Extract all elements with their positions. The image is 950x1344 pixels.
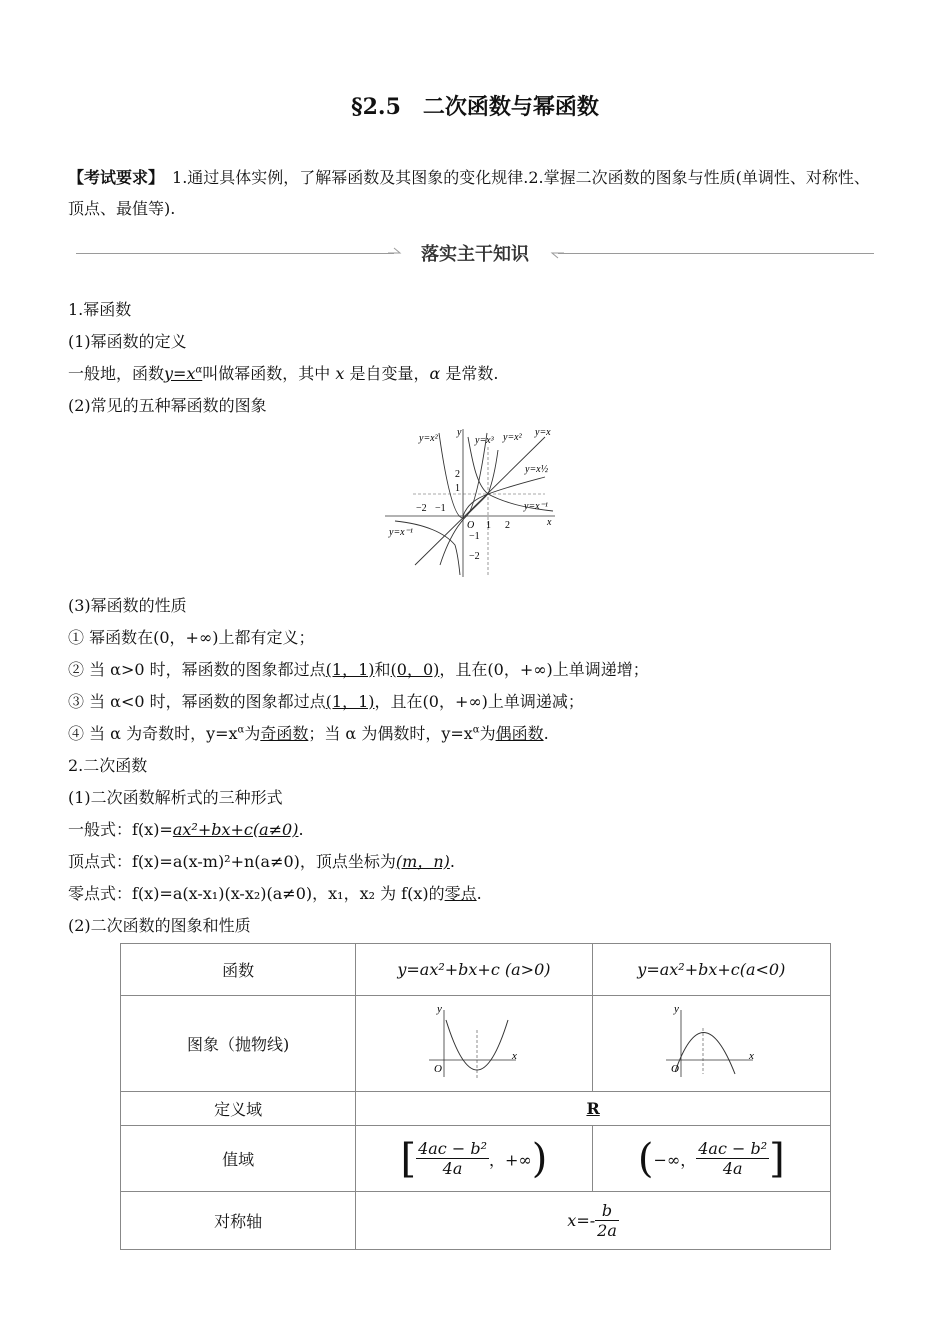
requirements-text: 1.通过具体实例，了解幂函数及其图象的变化规律.2.掌握二次函数的图象与性质(单调性、对称性、顶点、最值等). xyxy=(68,168,870,218)
p3-end: ，且在(0，+∞)上单调递减； xyxy=(374,692,584,711)
section-header xyxy=(76,238,874,270)
p4-end: . xyxy=(543,724,549,743)
parabola-up-graph xyxy=(424,1002,524,1082)
def-end: 是常数. xyxy=(445,364,499,383)
cell-axis-label: 对称轴 xyxy=(121,1192,356,1250)
cell-graph-neg xyxy=(592,996,830,1092)
cell-axis-value xyxy=(356,1192,831,1250)
range-pos-fraction xyxy=(416,1139,489,1178)
s2-form-zero xyxy=(68,881,482,904)
range-pos-den: 4a xyxy=(442,1159,463,1178)
cell-graph-pos xyxy=(356,996,592,1092)
pos-x-label: x xyxy=(511,1049,517,1062)
table-row-range xyxy=(121,1126,831,1192)
exam-requirements xyxy=(68,162,883,224)
def-mid2: 是自变量， xyxy=(349,364,430,383)
range-neg-head: −∞， xyxy=(653,1150,697,1169)
s1-prop-1: ① 幂函数在(0，+∞)上都有定义； xyxy=(68,628,315,647)
quadratic-table xyxy=(120,943,831,1250)
f3-zero: 零点 xyxy=(444,884,477,903)
p2-mid: 和 xyxy=(374,660,391,679)
table-row-graph xyxy=(121,996,831,1092)
def-alpha: α xyxy=(429,364,441,383)
p4-exp: α xyxy=(237,724,245,736)
curve-x-cubed xyxy=(440,450,498,565)
label-y-x3: y=x³ xyxy=(475,435,494,446)
cell-func-label: 函数 xyxy=(121,944,356,996)
s1-def-heading: (1)幂函数的定义 xyxy=(68,332,187,351)
neg-y-label: y xyxy=(674,1002,680,1015)
tick-y-m2: −2 xyxy=(469,551,480,562)
f2-end: . xyxy=(449,852,455,871)
s1-graph-heading: (2)常见的五种幂函数的图象 xyxy=(68,396,267,415)
tick-x-m2: −2 xyxy=(416,503,427,514)
cell-domain-value: R xyxy=(356,1092,831,1126)
p4-exp2: α xyxy=(472,724,480,736)
pos-y-label: y xyxy=(436,1002,442,1015)
s1-heading: 1.幂函数 xyxy=(68,300,132,319)
label-y-inverse-left: y=x⁻¹ xyxy=(389,527,413,538)
s2-heading: 2.二次函数 xyxy=(68,756,148,775)
p4-pre: ④ 当 α 为奇数时，y=x xyxy=(68,724,238,743)
requirements-label: 【考试要求】 xyxy=(68,168,165,187)
label-y-sqrt: y=x½ xyxy=(525,464,549,475)
cell-func-neg: y=ax²+bx+c(a<0) xyxy=(592,944,830,996)
table-row-domain xyxy=(121,1092,831,1126)
neg-x-label: x xyxy=(749,1049,755,1062)
s2-form-vertex xyxy=(68,849,455,872)
tick-y-2: 2 xyxy=(455,469,460,480)
p2-point-1: (1，1) xyxy=(325,660,375,679)
label-x-axis: x xyxy=(547,517,552,528)
p4-even: 偶函数 xyxy=(495,724,544,743)
p2-pre: ② 当 α>0 时，幂函数的图象都过点 xyxy=(68,660,326,679)
label-origin: O xyxy=(467,520,475,531)
s1-prop-heading: (3)幂函数的性质 xyxy=(68,596,187,615)
tick-x-1: 1 xyxy=(486,520,491,531)
power-function-graph xyxy=(385,425,565,580)
cell-func-pos: y=ax²+bx+c (a>0) xyxy=(356,944,592,996)
s1-prop-3 xyxy=(68,689,584,712)
paren-left: ( xyxy=(637,1135,654,1182)
def-x: x xyxy=(335,364,345,383)
bracket-right: ] xyxy=(769,1135,785,1182)
f2-vertex: (m，n) xyxy=(395,852,450,871)
range-neg-den: 4a xyxy=(722,1159,743,1178)
f1-end: . xyxy=(298,820,304,839)
page-title: §2.5 二次函数与幂函数 xyxy=(351,94,599,120)
s1-prop-2 xyxy=(68,657,649,680)
cell-range-label: 值域 xyxy=(121,1126,356,1192)
axis-num: b xyxy=(595,1201,619,1221)
p4-mid3: 为 xyxy=(479,724,496,743)
p3-pre: ③ 当 α<0 时，幂函数的图象都过点 xyxy=(68,692,326,711)
p4-odd: 奇函数 xyxy=(260,724,309,743)
cell-domain-label: 定义域 xyxy=(121,1092,356,1126)
cell-range-pos xyxy=(356,1126,592,1192)
p3-point: (1，1) xyxy=(325,692,375,711)
pos-origin-label: O xyxy=(433,1062,442,1075)
f1-pre: 一般式：f(x)= xyxy=(68,820,173,839)
tick-y-1: 1 xyxy=(455,483,460,494)
tick-x-m1: −1 xyxy=(435,503,446,514)
table-row-axis xyxy=(121,1192,831,1250)
p4-mid: 为 xyxy=(244,724,261,743)
axis-fraction xyxy=(595,1201,619,1240)
neg-parabola xyxy=(675,1032,735,1074)
f3-pre: 零点式：f(x)=a(x-x₁)(x-x₂)(a≠0)，x₁，x₂ 为 f(x)的 xyxy=(68,884,445,903)
range-neg-fraction xyxy=(696,1139,769,1178)
f2-pre: 顶点式：f(x)=a(x-m)²+n(a≠0)，顶点坐标为 xyxy=(68,852,396,871)
range-pos-num: 4ac − b² xyxy=(418,1139,487,1158)
p4-mid2: ；当 α 为偶数时，y=x xyxy=(308,724,473,743)
tick-x-2: 2 xyxy=(505,520,510,531)
def-formula-base: y=x xyxy=(164,364,196,383)
parabola-down-graph xyxy=(661,1002,761,1082)
range-pos-tail: ，+∞ xyxy=(489,1150,532,1169)
s2-form-general xyxy=(68,817,304,840)
label-y-x2-right: y=x² xyxy=(503,432,522,443)
axis-pre: x=- xyxy=(567,1211,596,1230)
s2-forms-heading: (1)二次函数解析式的三种形式 xyxy=(68,788,283,807)
table-row-header xyxy=(121,944,831,996)
f3-end: . xyxy=(476,884,482,903)
def-formula xyxy=(164,364,202,383)
p2-point-2: (0，0) xyxy=(390,660,440,679)
paren-right: ) xyxy=(531,1135,548,1182)
def-formula-exp: α xyxy=(195,364,203,376)
f1-formula: ax²+bx+c(a≠0) xyxy=(172,820,299,839)
label-y-x: y=x xyxy=(535,427,551,438)
def-pre: 一般地，函数 xyxy=(68,364,165,383)
p2-end: ，且在(0，+∞)上单调递增； xyxy=(439,660,649,679)
axis-den: 2a xyxy=(597,1221,617,1240)
section-title: 落实主干知识 xyxy=(421,244,529,265)
range-neg-num: 4ac − b² xyxy=(698,1139,768,1158)
s1-prop-4 xyxy=(68,721,549,744)
s2-table-heading: (2)二次函数的图象和性质 xyxy=(68,916,251,935)
tick-y-m1: −1 xyxy=(469,531,480,542)
neg-origin-label: O xyxy=(671,1062,680,1075)
label-y-x2-left: y=x² xyxy=(419,433,438,444)
label-y-inverse-right: y=x⁻¹ xyxy=(524,501,548,512)
bracket-left: [ xyxy=(400,1135,417,1182)
cell-graph-label: 图象（抛物线) xyxy=(121,996,356,1092)
cell-range-neg xyxy=(592,1126,830,1192)
label-y-axis: y xyxy=(457,427,462,438)
s1-def-text xyxy=(68,361,499,384)
def-mid: 叫做幂函数，其中 xyxy=(202,364,331,383)
